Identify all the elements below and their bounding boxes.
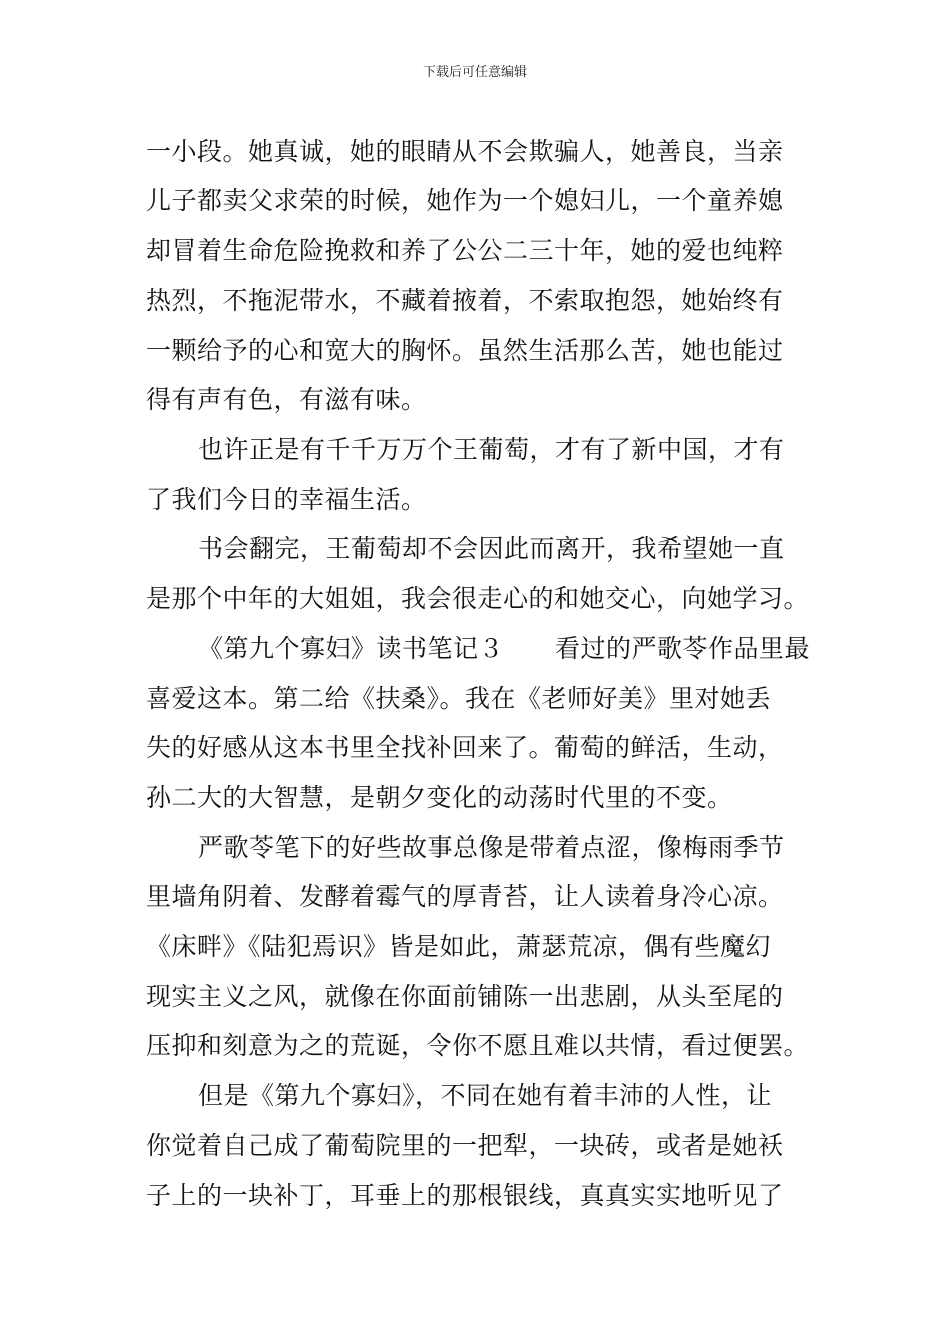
paragraph-first-line: 但是《第九个寡妇》，不同在她有着丰沛的人性，让	[198, 1081, 773, 1110]
paragraph-first-line: 也许正是有千千万万个王葡萄，才有了新中国，才有	[198, 435, 785, 464]
text-line: 了我们今日的幸福生活。	[146, 485, 427, 514]
page-header: 下载后可任意编辑	[422, 65, 527, 80]
text-line: 喜爱这本。第二给《扶桑》。我在《老师好美》里对她丢	[146, 684, 772, 713]
text-line: 得有声有色，有滋有味。	[146, 385, 427, 414]
text-line: 孙二大的大智慧，是朝夕变化的动荡时代里的不变。	[146, 783, 733, 812]
text-line: 现实主义之风，就像在你面前铺陈一出悲剧，从头至尾的	[146, 982, 784, 1011]
paragraph-first-line: 严歌苓笔下的好些故事总像是带着点涩，像梅雨季节	[198, 833, 785, 862]
text-line: 失的好感从这本书里全找补回来了。葡萄的鲜活，生动，	[146, 733, 784, 762]
text-line: 热烈，不拖泥带水，不藏着掖着，不索取抱怨，她始终有	[146, 286, 784, 315]
text-line: 是那个中年的大姐姐，我会很走心的和她交心，向她学习。	[146, 584, 810, 613]
text-line: 儿子都卖父求荣的时候，她作为一个媳妇儿，一个童养媳	[146, 186, 784, 215]
text-line: 你觉着自己成了葡萄院里的一把犁，一块砖，或者是她袄	[146, 1131, 784, 1160]
text-line: 却冒着生命危险挽救和养了公公二三十年，她的爱也纯粹	[146, 236, 784, 265]
paragraph-first-line: 书会翻完，王葡萄却不会因此而离开，我希望她一直	[198, 534, 785, 563]
text-line: 子上的一块补丁，耳垂上的那根银线，真真实实地听见了	[146, 1181, 784, 1210]
section-heading-line: 《第九个寡妇》读书笔记３ 看过的严歌苓作品里最	[198, 634, 811, 663]
text-line: 压抑和刻意为之的荒诞，令你不愿且难以共情，看过便罢。	[146, 1031, 810, 1060]
text-line: 一颗给予的心和宽大的胸怀。虽然生活那么苦，她也能过	[146, 336, 784, 365]
text-line: 里墙角阴着、发酵着霉气的厚青苔，让人读着身冷心凉。	[146, 882, 784, 911]
text-line: 《床畔》《陆犯焉识》皆是如此，萧瑟荒凉，偶有些魔幻	[146, 932, 772, 961]
text-line: 一小段。她真诚，她的眼睛从不会欺骗人，她善良，当亲	[146, 137, 784, 166]
